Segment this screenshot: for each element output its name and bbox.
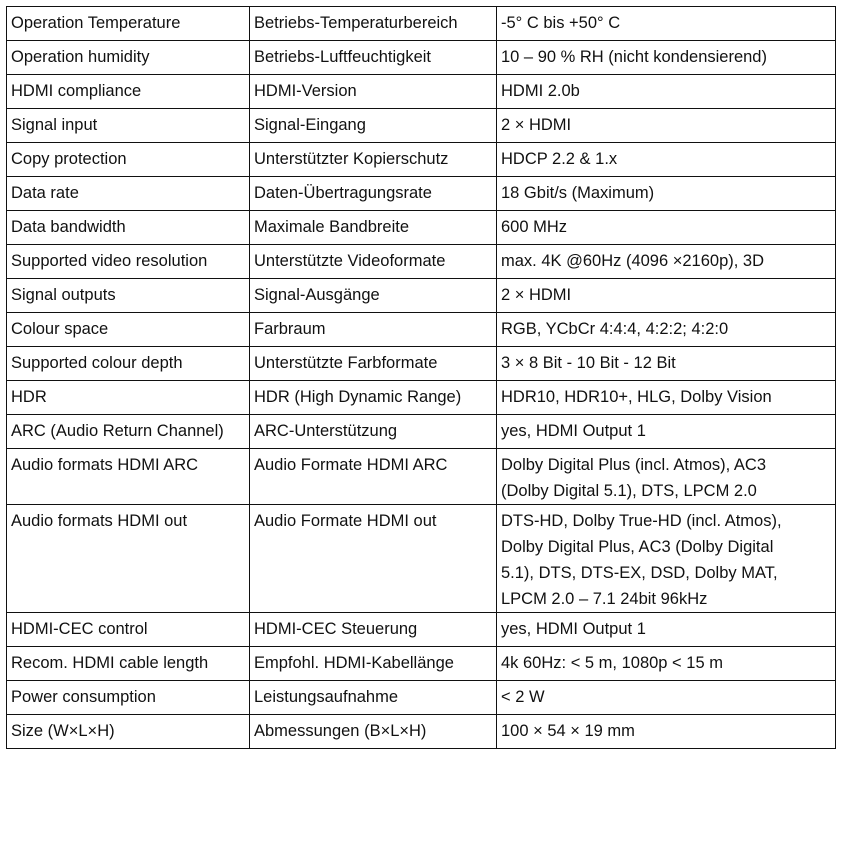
- table-row: [7, 279, 836, 313]
- spec-label-en: ARC (Audio Return Channel): [7, 415, 250, 449]
- spec-label-de: Empfohl. HDMI-Kabellänge: [250, 647, 497, 681]
- table-row: [7, 41, 836, 75]
- spec-label-de: Signal-Eingang: [250, 109, 497, 143]
- spec-table-body: [7, 7, 836, 749]
- table-row: [7, 177, 836, 211]
- spec-value: Dolby Digital Plus (incl. Atmos), AC3 (Dolby Digital 5.1), DTS, LPCM 2.0: [497, 449, 836, 505]
- spec-label-de: Maximale Bandbreite: [250, 211, 497, 245]
- spec-label-de: Betriebs-Temperaturbereich: [250, 7, 497, 41]
- spec-value: DTS-HD, Dolby True-HD (incl. Atmos), Dolby Digital Plus, AC3 (Dolby Digital 5.1), DTS, DTS-EX, DSD, Dolby MAT, LPCM 2.0 – 7.1 24bit 96kHz: [497, 505, 836, 613]
- spec-label-de: Audio Formate HDMI ARC: [250, 449, 497, 505]
- table-row: [7, 449, 836, 505]
- spec-value: -5° C bis +50° C: [497, 7, 836, 41]
- table-row: [7, 715, 836, 749]
- spec-value: 18 Gbit/s (Maximum): [497, 177, 836, 211]
- spec-label-de: Betriebs-Luftfeuchtigkeit: [250, 41, 497, 75]
- spec-label-en: Operation Temperature: [7, 7, 250, 41]
- spec-label-en: Supported colour depth: [7, 347, 250, 381]
- spec-label-en: Size (W×L×H): [7, 715, 250, 749]
- spec-label-en: Operation humidity: [7, 41, 250, 75]
- spec-value: 3 × 8 Bit - 10 Bit - 12 Bit: [497, 347, 836, 381]
- spec-value: yes, HDMI Output 1: [497, 415, 836, 449]
- spec-label-de: Unterstützte Farbformate: [250, 347, 497, 381]
- spec-value: HDCP 2.2 & 1.x: [497, 143, 836, 177]
- table-row: [7, 75, 836, 109]
- spec-label-en: Supported video resolution: [7, 245, 250, 279]
- spec-value: HDR10, HDR10+, HLG, Dolby Vision: [497, 381, 836, 415]
- table-row: [7, 245, 836, 279]
- spec-value: 2 × HDMI: [497, 279, 836, 313]
- spec-value: 2 × HDMI: [497, 109, 836, 143]
- spec-label-en: Recom. HDMI cable length: [7, 647, 250, 681]
- spec-label-en: Copy protection: [7, 143, 250, 177]
- spec-label-en: Power consumption: [7, 681, 250, 715]
- spec-label-en: Colour space: [7, 313, 250, 347]
- spec-value: 600 MHz: [497, 211, 836, 245]
- spec-label-en: HDR: [7, 381, 250, 415]
- spec-label-en: Data rate: [7, 177, 250, 211]
- table-row: [7, 211, 836, 245]
- spec-table: [6, 6, 836, 749]
- table-row: [7, 415, 836, 449]
- table-row: [7, 7, 836, 41]
- spec-label-de: HDR (High Dynamic Range): [250, 381, 497, 415]
- spec-label-en: Data bandwidth: [7, 211, 250, 245]
- spec-value: HDMI 2.0b: [497, 75, 836, 109]
- spec-value: < 2 W: [497, 681, 836, 715]
- spec-label-de: Daten-Übertragungsrate: [250, 177, 497, 211]
- table-row: [7, 381, 836, 415]
- table-row: [7, 681, 836, 715]
- table-row: [7, 505, 836, 613]
- spec-label-en: Signal input: [7, 109, 250, 143]
- spec-label-en: Audio formats HDMI ARC: [7, 449, 250, 505]
- table-row: [7, 347, 836, 381]
- spec-label-de: HDMI-CEC Steuerung: [250, 613, 497, 647]
- table-row: [7, 613, 836, 647]
- table-row: [7, 647, 836, 681]
- spec-value: 100 × 54 × 19 mm: [497, 715, 836, 749]
- spec-label-de: Signal-Ausgänge: [250, 279, 497, 313]
- table-row: [7, 143, 836, 177]
- spec-label-de: Audio Formate HDMI out: [250, 505, 497, 613]
- spec-value: 4k 60Hz: < 5 m, 1080p < 15 m: [497, 647, 836, 681]
- spec-value: RGB, YCbCr 4:4:4, 4:2:2; 4:2:0: [497, 313, 836, 347]
- spec-label-de: Unterstützte Videoformate: [250, 245, 497, 279]
- spec-label-de: Leistungsaufnahme: [250, 681, 497, 715]
- spec-label-de: ARC-Unterstützung: [250, 415, 497, 449]
- spec-label-de: Unterstützter Kopierschutz: [250, 143, 497, 177]
- spec-label-en: HDMI compliance: [7, 75, 250, 109]
- spec-label-de: Abmessungen (B×L×H): [250, 715, 497, 749]
- table-row: [7, 109, 836, 143]
- spec-label-en: HDMI-CEC control: [7, 613, 250, 647]
- table-row: [7, 313, 836, 347]
- spec-label-en: Audio formats HDMI out: [7, 505, 250, 613]
- spec-value: max. 4K @60Hz (4096 ×2160p), 3D: [497, 245, 836, 279]
- spec-value: 10 – 90 % RH (nicht kondensierend): [497, 41, 836, 75]
- spec-value: yes, HDMI Output 1: [497, 613, 836, 647]
- spec-label-de: HDMI-Version: [250, 75, 497, 109]
- spec-label-de: Farbraum: [250, 313, 497, 347]
- spec-label-en: Signal outputs: [7, 279, 250, 313]
